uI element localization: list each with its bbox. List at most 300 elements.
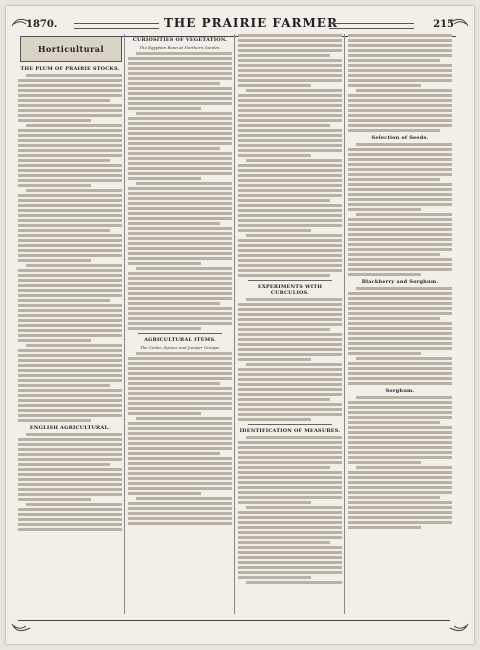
text-line [246, 234, 342, 237]
text-line [26, 189, 122, 192]
text-line [348, 263, 452, 266]
text-line [238, 259, 342, 262]
text-line [128, 272, 232, 275]
text-line [246, 581, 342, 584]
text-line [348, 372, 452, 375]
text-line [18, 269, 122, 272]
text-line [128, 432, 232, 435]
text-line [348, 411, 452, 414]
text-line [18, 319, 122, 322]
text-line [128, 137, 232, 140]
text-line [18, 299, 110, 302]
section-rule [138, 333, 222, 334]
text-line [128, 297, 232, 300]
text-line [18, 339, 91, 342]
article-body [238, 34, 342, 277]
section-rule [248, 424, 332, 425]
text-line [348, 496, 440, 499]
text-line [18, 244, 122, 247]
text-line [18, 508, 122, 511]
text-line [18, 498, 91, 501]
text-line [348, 471, 452, 474]
text-line [238, 383, 342, 386]
text-line [128, 322, 232, 325]
text-line [18, 438, 122, 441]
text-line [18, 369, 122, 372]
text-line [26, 433, 122, 436]
text-line [348, 109, 452, 112]
text-line [136, 497, 232, 500]
text-line [18, 179, 122, 182]
text-line [18, 389, 122, 392]
text-line [348, 362, 452, 365]
text-line [18, 284, 122, 287]
text-line [238, 373, 342, 376]
text-line [136, 112, 232, 115]
text-line [128, 247, 232, 250]
text-line [128, 427, 232, 430]
text-line [18, 159, 110, 162]
text-line [238, 74, 342, 77]
text-line [128, 507, 232, 510]
text-line [18, 488, 122, 491]
text-line [128, 117, 232, 120]
text-line [356, 89, 452, 92]
text-line [348, 446, 452, 449]
text-line [348, 129, 440, 132]
text-line [128, 57, 232, 60]
text-line [348, 426, 452, 429]
text-line [128, 122, 232, 125]
text-line [18, 224, 122, 227]
column-2 [128, 34, 232, 614]
text-line [136, 182, 232, 185]
text-line [18, 114, 122, 117]
text-line [348, 406, 452, 409]
text-line [18, 493, 122, 496]
text-line [238, 199, 330, 202]
text-line [128, 217, 232, 220]
header-title: THE PRAIRIE FARMER [164, 16, 338, 30]
text-line [348, 173, 452, 176]
text-line [128, 87, 232, 90]
text-line [348, 183, 452, 186]
text-line [238, 541, 330, 544]
text-line [128, 447, 232, 450]
masthead-text: Horticultural [37, 44, 105, 54]
text-line [348, 49, 452, 52]
text-line [128, 517, 232, 520]
text-line [348, 273, 421, 276]
text-line [238, 99, 342, 102]
text-line [128, 92, 232, 95]
article-heading: Blackberry and Sorghum. [361, 279, 439, 285]
text-line [348, 317, 440, 320]
text-line [18, 394, 122, 397]
text-line [18, 219, 122, 222]
text-line [128, 67, 232, 70]
text-line [238, 343, 342, 346]
text-line [348, 34, 452, 37]
text-line [348, 44, 452, 47]
text-line [246, 436, 342, 439]
header-year: 1870. [26, 19, 58, 30]
text-line [18, 184, 91, 187]
text-line [128, 462, 232, 465]
text-line [238, 313, 342, 316]
text-line [18, 324, 122, 327]
text-line [18, 79, 122, 82]
text-line [238, 174, 342, 177]
text-line [238, 461, 342, 464]
article-body [348, 34, 452, 132]
text-line [128, 362, 232, 365]
text-line [128, 77, 232, 80]
text-line [238, 536, 342, 539]
text-line [18, 304, 122, 307]
text-line [128, 442, 232, 445]
text-line [238, 154, 311, 157]
text-line [238, 249, 342, 252]
text-line [356, 213, 452, 216]
text-line [348, 198, 452, 201]
text-line [18, 129, 122, 132]
text-line [348, 228, 452, 231]
text-line [348, 248, 452, 251]
text-line [18, 409, 122, 412]
text-line [128, 187, 232, 190]
corner-ornament-icon [448, 16, 470, 28]
text-line [128, 227, 232, 230]
header-ornament-left [74, 23, 159, 29]
text-line [18, 234, 122, 237]
text-line [128, 177, 201, 180]
text-line [18, 134, 122, 137]
text-line [348, 377, 452, 380]
text-line [348, 416, 452, 419]
article-heading: EXPERIMENTS WITH CURCULIOS. [257, 284, 323, 296]
text-line [128, 262, 201, 265]
text-line [348, 188, 452, 191]
text-line [238, 44, 342, 47]
text-line [348, 223, 452, 226]
text-line [238, 368, 342, 371]
text-line [348, 352, 421, 355]
text-line [18, 468, 122, 471]
text-line [238, 269, 342, 272]
text-line [18, 119, 91, 122]
text-line [18, 279, 122, 282]
text-line [238, 189, 342, 192]
text-line [238, 323, 342, 326]
text-line [238, 403, 342, 406]
text-line [348, 243, 452, 246]
text-line [18, 399, 122, 402]
text-line [348, 253, 440, 256]
text-line [348, 441, 452, 444]
text-line [348, 486, 452, 489]
text-line [348, 59, 440, 62]
text-line [128, 277, 232, 280]
text-line [128, 62, 232, 65]
article-heading: THE PLUM OF PRAIRIE STOCKS. [20, 66, 120, 72]
text-line [128, 127, 232, 130]
text-line [18, 214, 122, 217]
text-line [26, 264, 122, 267]
text-line [348, 208, 421, 211]
text-line [128, 472, 232, 475]
text-line [348, 501, 452, 504]
text-line [18, 443, 122, 446]
text-line [348, 367, 452, 370]
text-line [18, 199, 122, 202]
text-line [18, 89, 122, 92]
text-line [128, 147, 220, 150]
text-line [128, 487, 232, 490]
article-body [238, 298, 342, 421]
page-footer-rule [18, 620, 450, 627]
article-subheading: The Cedar, Spruce and Juniper Groups. [140, 345, 220, 350]
text-line [18, 453, 122, 456]
text-line [128, 192, 232, 195]
text-line [238, 164, 342, 167]
text-line [238, 84, 311, 87]
text-line [348, 347, 452, 350]
text-line [18, 144, 122, 147]
text-line [128, 502, 232, 505]
page-number: 215 [433, 19, 454, 30]
text-line [26, 124, 122, 127]
text-line [128, 422, 232, 425]
text-line [348, 476, 452, 479]
text-line [18, 473, 122, 476]
text-line [18, 458, 122, 461]
text-line [238, 149, 342, 152]
text-line [238, 413, 342, 416]
text-line [128, 402, 232, 405]
text-line [238, 308, 342, 311]
article-body [238, 436, 342, 584]
horticultural-masthead [20, 36, 122, 62]
text-line [348, 84, 421, 87]
text-line [128, 327, 201, 330]
text-line [128, 202, 232, 205]
text-line [18, 204, 122, 207]
text-line [348, 436, 452, 439]
text-line [238, 64, 342, 67]
text-line [348, 461, 421, 464]
text-line [238, 546, 342, 549]
article-body [348, 287, 452, 385]
text-line [26, 74, 122, 77]
text-line [238, 104, 342, 107]
text-line [238, 571, 342, 574]
text-line [238, 139, 342, 142]
text-line [238, 59, 342, 62]
text-line [128, 317, 232, 320]
text-line [238, 119, 342, 122]
text-line [348, 332, 452, 335]
text-line [348, 322, 452, 325]
text-line [136, 417, 232, 420]
text-line [128, 287, 232, 290]
text-line [128, 197, 232, 200]
text-line [18, 379, 122, 382]
text-line [238, 179, 342, 182]
text-line [136, 267, 232, 270]
text-line [238, 521, 342, 524]
text-line [128, 152, 232, 155]
text-line [128, 457, 232, 460]
text-line [348, 516, 452, 519]
text-line [18, 314, 122, 317]
text-line [238, 393, 342, 396]
text-line [128, 242, 232, 245]
text-line [238, 501, 311, 504]
text-line [128, 512, 232, 515]
text-line [238, 49, 342, 52]
article-body [128, 52, 232, 330]
text-line [238, 69, 342, 72]
text-line [238, 129, 342, 132]
text-line [18, 414, 122, 417]
article-heading: CURIOSITIES OF VEGETATION. [132, 37, 228, 43]
text-line [128, 477, 232, 480]
text-line [128, 102, 232, 105]
text-line [348, 218, 452, 221]
text-line [348, 451, 452, 454]
text-line [128, 492, 201, 495]
text-line [238, 531, 342, 534]
text-line [128, 467, 232, 470]
text-line [128, 397, 232, 400]
text-line [128, 142, 232, 145]
text-line [18, 359, 122, 362]
text-line [18, 239, 122, 242]
text-line [238, 353, 342, 356]
text-line [18, 109, 122, 112]
text-line [348, 163, 452, 166]
text-line [18, 419, 91, 422]
text-line [238, 491, 342, 494]
article-heading: Selection of Seeds. [371, 135, 429, 141]
text-line [238, 466, 330, 469]
text-line [18, 463, 110, 466]
text-line [238, 318, 342, 321]
text-line [348, 431, 452, 434]
text-line [18, 169, 122, 172]
text-line [238, 79, 342, 82]
text-line [128, 97, 232, 100]
text-line [136, 52, 232, 55]
text-line [238, 239, 342, 242]
text-line [238, 446, 342, 449]
text-line [238, 551, 342, 554]
text-line [26, 503, 122, 506]
text-line [238, 566, 342, 569]
text-line [246, 159, 342, 162]
text-line [238, 526, 342, 529]
text-line [238, 34, 342, 37]
text-line [238, 358, 311, 361]
text-line [348, 79, 452, 82]
article-body [348, 143, 452, 276]
text-line [238, 441, 342, 444]
article-body [348, 396, 452, 529]
text-line [128, 522, 232, 525]
text-line [18, 518, 122, 521]
text-line [348, 312, 452, 315]
text-line [348, 158, 452, 161]
text-line [238, 114, 342, 117]
section-rule [248, 280, 332, 281]
text-line [128, 367, 232, 370]
text-line [18, 229, 110, 232]
text-line [238, 39, 342, 42]
text-line [348, 506, 452, 509]
text-line [238, 481, 342, 484]
text-line [18, 483, 122, 486]
article-heading: AGRICULTURAL ITEMS. [144, 337, 216, 343]
text-line [348, 39, 452, 42]
text-line [18, 329, 122, 332]
text-line [238, 254, 342, 257]
text-line [18, 404, 122, 407]
text-line [238, 184, 342, 187]
text-line [18, 149, 122, 152]
text-line [18, 209, 122, 212]
text-line [238, 109, 342, 112]
text-line [238, 209, 342, 212]
text-line [18, 364, 122, 367]
text-line [128, 437, 232, 440]
column-4 [348, 34, 452, 614]
text-line [18, 294, 122, 297]
text-line [238, 194, 342, 197]
article-heading: IDENTIFICATION OF MEASURES. [239, 428, 341, 434]
text-line [348, 521, 452, 524]
text-line [238, 244, 342, 247]
column-1 [18, 34, 122, 614]
text-line [128, 282, 232, 285]
text-line [18, 94, 122, 97]
text-line [18, 249, 122, 252]
text-line [128, 212, 232, 215]
article-body [128, 352, 232, 525]
text-line [238, 124, 330, 127]
text-line [348, 456, 452, 459]
text-line [238, 328, 330, 331]
text-line [238, 418, 311, 421]
text-line [18, 349, 122, 352]
text-line [238, 408, 342, 411]
text-line [128, 452, 220, 455]
text-line [18, 354, 122, 357]
text-line [356, 287, 452, 290]
text-line [18, 478, 122, 481]
text-line [348, 114, 452, 117]
text-line [348, 268, 452, 271]
text-line [238, 388, 342, 391]
text-line [18, 254, 122, 257]
column-3 [238, 34, 342, 614]
text-line [238, 303, 342, 306]
text-line [348, 327, 452, 330]
text-line [238, 471, 342, 474]
text-line [128, 407, 232, 410]
text-line [136, 352, 232, 355]
text-line [128, 257, 232, 260]
